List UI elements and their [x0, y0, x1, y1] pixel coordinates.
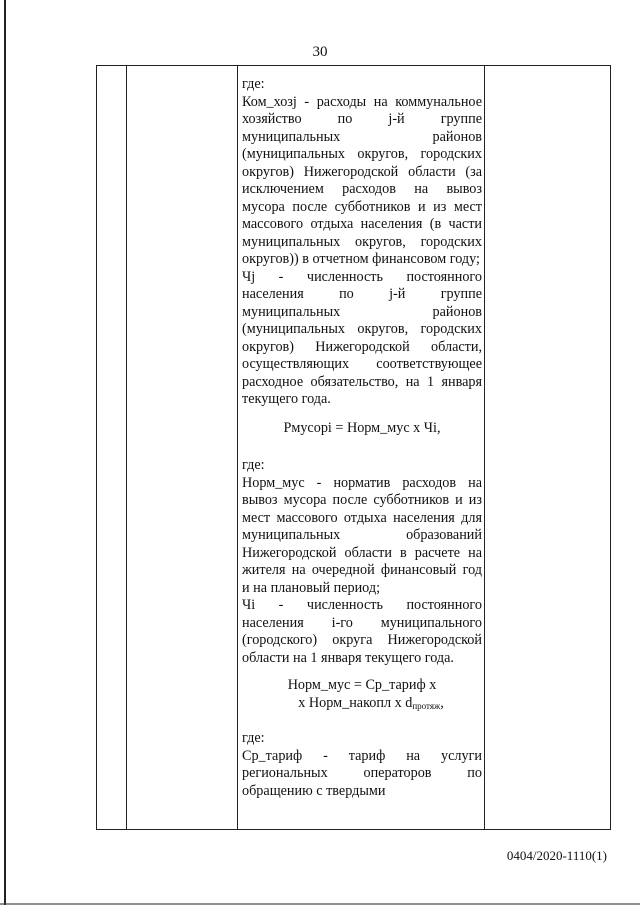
definition-chi: Чi - численность постоянного населения i-го муниципального (городского) округа Нижегородской области на 1 января текущего года. — [242, 597, 482, 666]
table-row — [97, 66, 611, 830]
formula-norm-mus-line1: Норм_мус = Ср_тариф х — [287, 677, 437, 693]
page-number: 30 — [312, 44, 328, 60]
definition-chj: Чj - численность постоянного населения по j-й группе муниципальных районов (муниципальных округов, городских округов) Нижегородской области, осуществляющих соответствующее расходное обязательство, на 1 января текущего года. — [242, 268, 482, 407]
table-cell-content — [238, 66, 485, 830]
table-cell-name — [127, 66, 238, 830]
definition-norm-mus: Норм_мус - норматив расходов на вывоз мусора после субботников и из мест массового отдыха населения для муниципальных образований Нижегородской области в расчете на жителя на очередной финансовый год и на плановый период; — [242, 474, 482, 596]
document-table — [96, 65, 611, 830]
formula-comma: , — [440, 694, 444, 711]
where-label-1: где: — [242, 76, 265, 92]
scan-left-edge — [4, 0, 6, 905]
definition-kom-hoz: Ком_хозj - расходы на коммунальное хозяйство по j-й группе муниципальных районов (муниципальных округов, городских округов) Нижегородской области (за исключением расходов на вывоз мусора после субботников и из мест массового отдыха населения (в части муниципальных округов, городских округов)) в отчетном финансовом году; — [242, 93, 482, 267]
where-label-2: где: — [242, 457, 265, 473]
table-cell-notes — [485, 66, 611, 830]
table-cell-number — [97, 66, 127, 830]
definition-sr-tarif: Ср_тариф - тариф на услуги региональных операторов по обращению с твердыми — [242, 747, 482, 799]
formula-norm-mus-line2 — [242, 695, 482, 716]
formula-main-text: х Норм_накопл х d — [298, 694, 413, 711]
where-label-3: где: — [242, 730, 265, 746]
formula-rmusor: Рмусорi = Норм_мус х Чi, — [283, 419, 441, 436]
document-code: 0404/2020-1110(1) — [506, 848, 607, 863]
formula-subscript: протяж — [412, 700, 441, 711]
content-block — [238, 66, 484, 800]
